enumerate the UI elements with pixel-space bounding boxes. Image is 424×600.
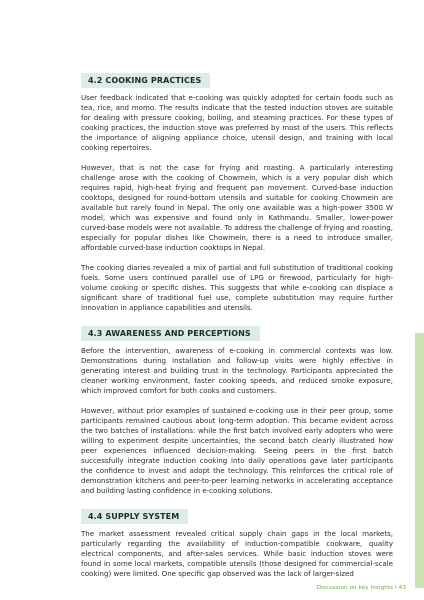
- paragraph: The cooking diaries revealed a mix of partial and full substitution of traditional cooking fuels. Some users continued parallel use of LPG or firewood, particularly for high-volume cooking or specific dishes. This suggests that while e-cooking can displace a significant share of traditional fuel use, complete substitution may require further innovation in appliance capabilities and utensils.: [81, 263, 393, 312]
- page-footer: Discussion on key Insights I 43: [316, 585, 406, 591]
- paragraph: User feedback indicated that e-cooking was quickly adopted for certain foods such as tea, rice, and momo. The results indicate that the tested induction stoves are suitable for dealing with pressure cooking, boiling, and steaming practices. For these types of cooking practices, the induction stove was preferred by most of the users. This reflects the importance of aligning appliance choice, utensil design, and training with local cooking repertoires.: [81, 93, 393, 152]
- section-heading-cooking-practices: 4.2 COOKING PRACTICES: [81, 73, 210, 88]
- section-heading-supply-system: 4.4 SUPPLY SYSTEM: [81, 509, 188, 524]
- paragraph: However, that is not the case for frying and roasting. A particularly interesting challenge arose with the cooking of Chowmein, which is a very popular dish which requires rapid, high-heat frying and frequent pan movement. Curved-base induction cooktops, designed for round-bottom utensils and suitable for cooking Chowmein are available but rarely found in Nepal. The only one available was a high-power 3500 W model, which was expensive and found only in Kathmandu. Smaller, lower-power curved-base models were not available. To address the challenge of frying and roasting, especially for popular dishes like Chowmein, there is a need to introduce smaller, affordable curved-base induction cooktops in Nepal.: [81, 163, 393, 252]
- chapter-side-tab: [415, 333, 424, 588]
- page-content: [81, 68, 393, 589]
- section-heading-awareness-perceptions: 4.3 AWARENESS AND PERCEPTIONS: [81, 326, 260, 341]
- paragraph: However, without prior examples of sustained e-cooking use in their peer group, some participants remained cautious about long-term adoption. This became evident across the two batches of installations: while the first batch involved early adopters who were willing to experiment despite uncertainties, the second batch clearly illustrated how peer experiences influenced decision-making. Seeing peers in the first batch successfully integrate induction cooking into daily operations gave later participants the confidence to invest and adopt the technology. This reinforces the critical role of demonstration kitchens and peer-to-peer learning networks in accelerating acceptance and building lasting confidence in e-cooking solutions.: [81, 406, 393, 495]
- paragraph: The market assessment revealed critical supply chain gaps in the local markets, particularly regarding the availability of induction-compatible cookware, quality electrical components, and after-sales services. While basic induction stoves were found in some local markets, compatible utensils (those designed for commercial-scale cooking) were limited. One specific gap observed was the lack of larger-sized: [81, 529, 393, 578]
- paragraph: Before the intervention, awareness of e-cooking in commercial contexts was low. Demonstrations during installation and follow-up visits were highly effective in generating interest and building trust in the technology. Participants appreciated the cleaner working environment, faster cooking speeds, and reduced smoke exposure, which improved comfort for both cooks and customers.: [81, 346, 393, 395]
